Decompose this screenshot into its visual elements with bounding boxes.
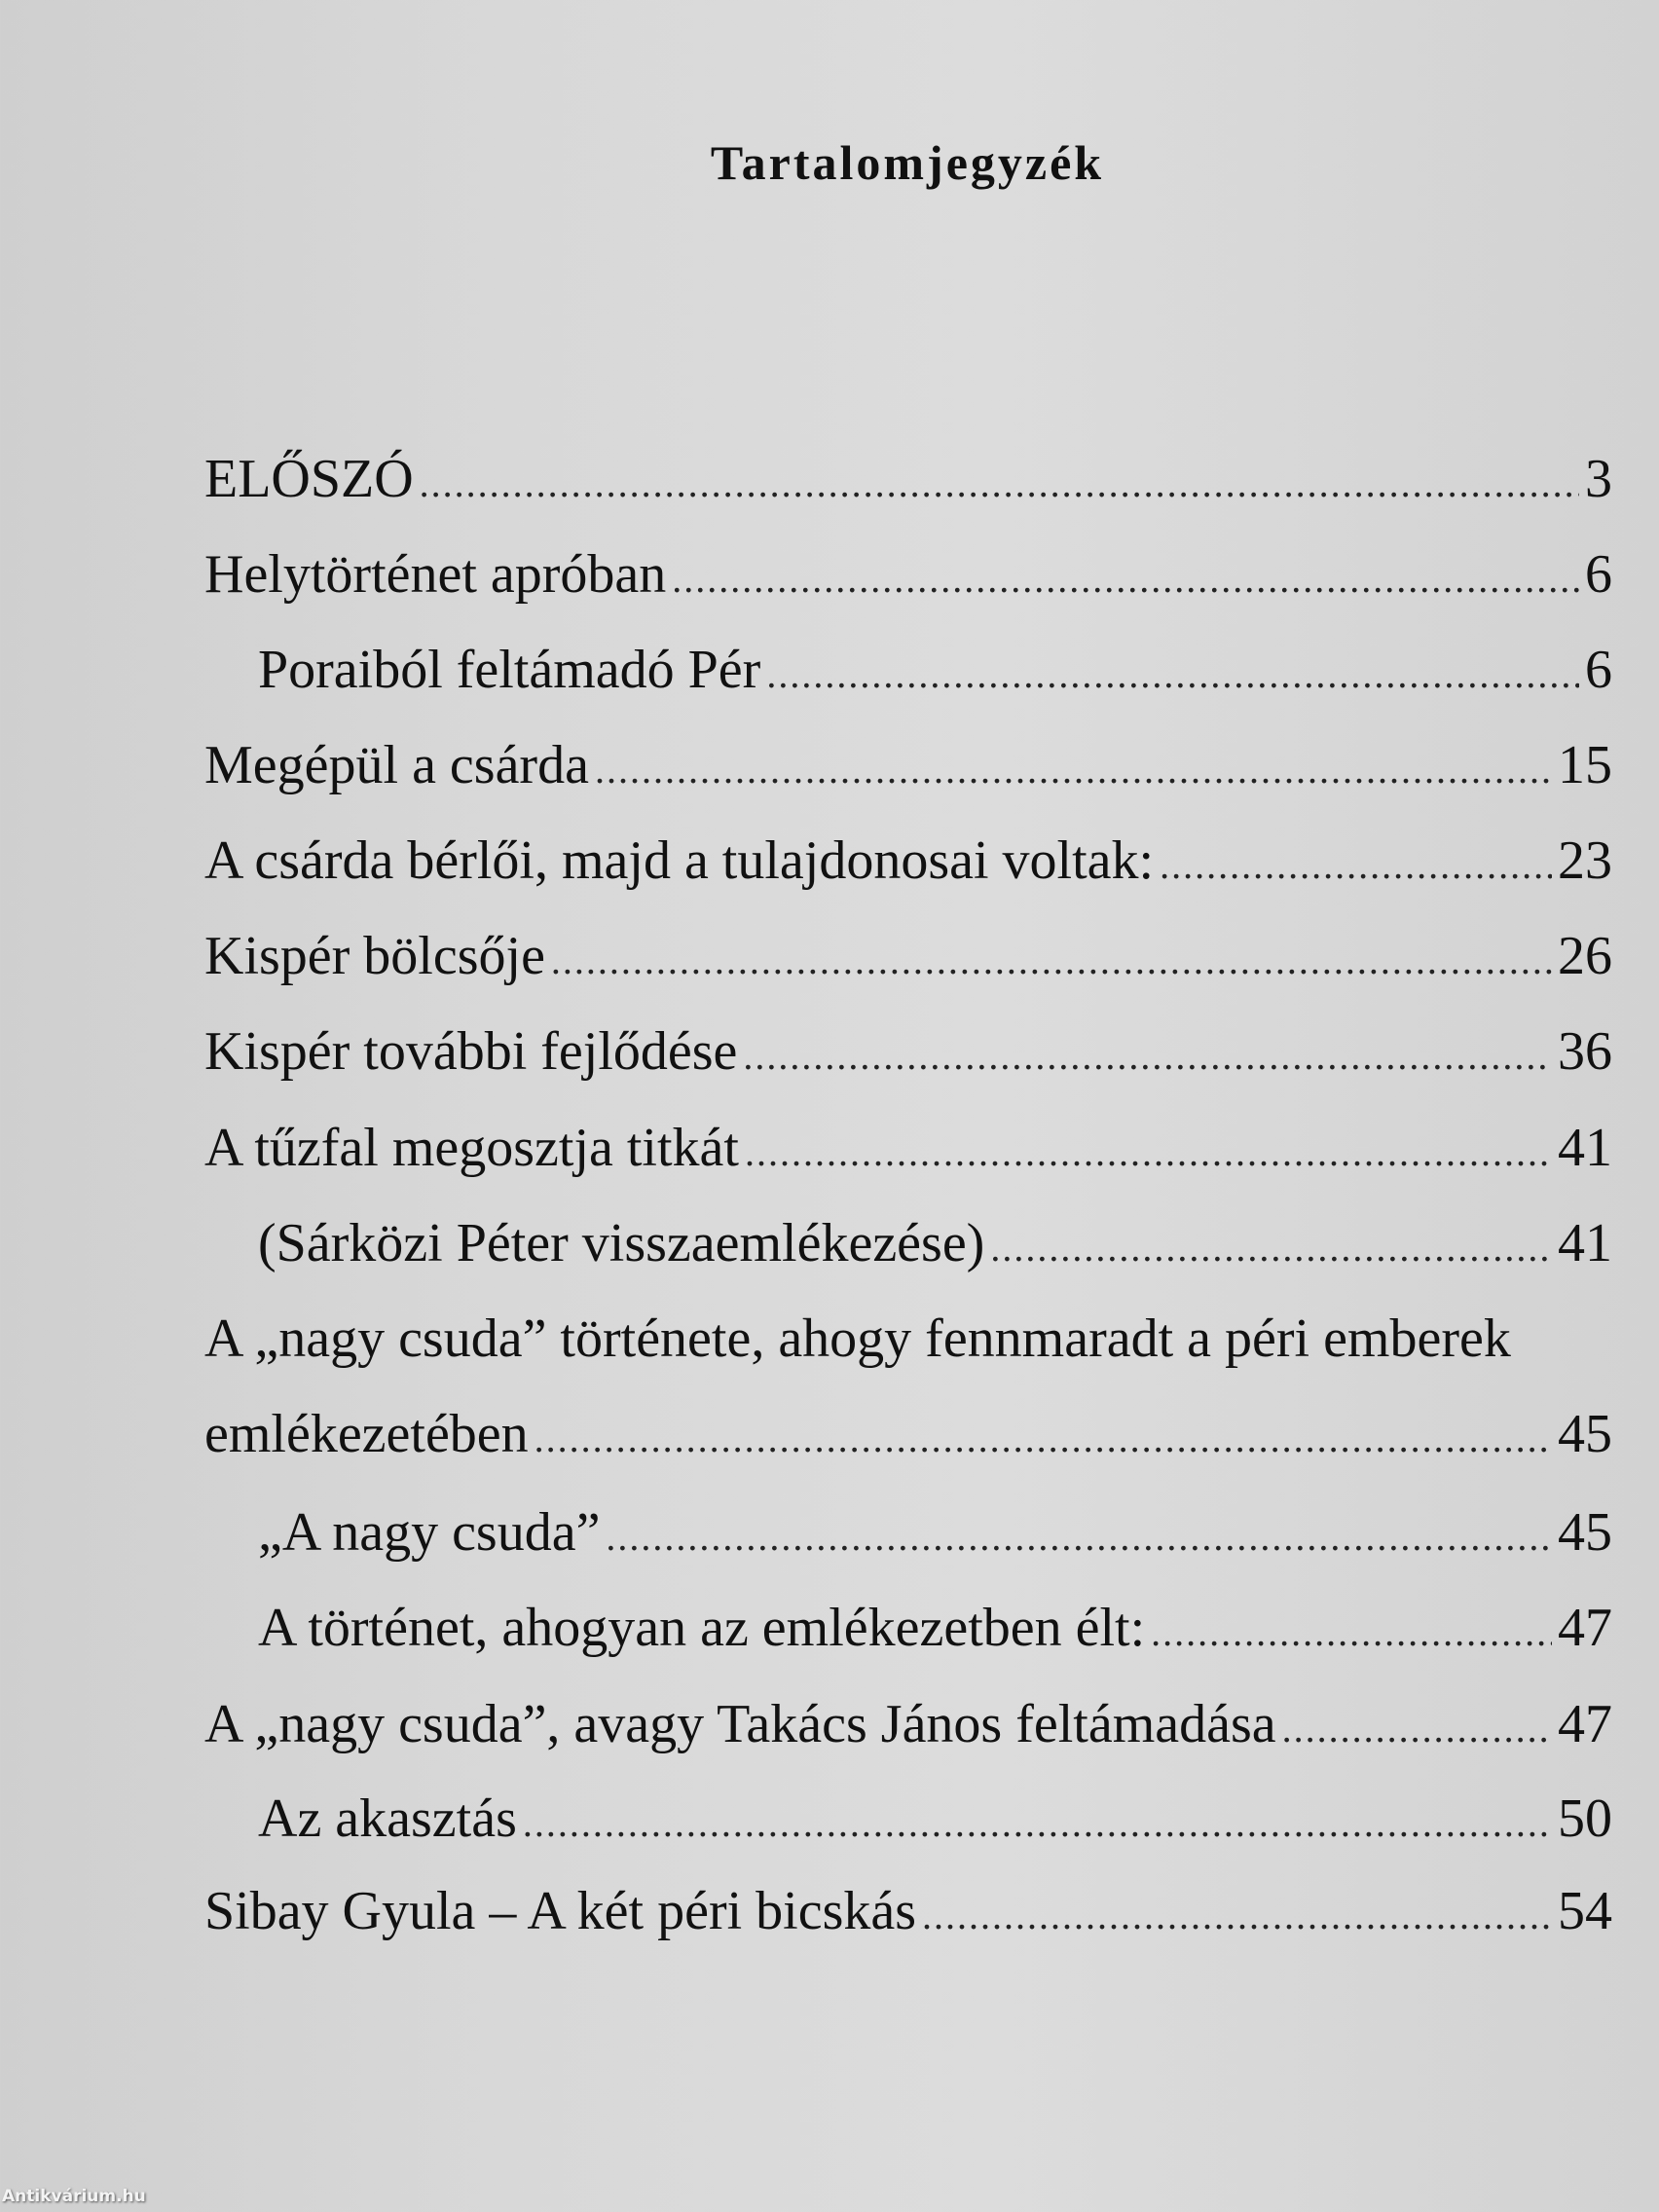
dot-leader [1282, 1706, 1552, 1751]
toc-entry [204, 1020, 1612, 1088]
dot-leader [743, 1033, 1552, 1079]
dot-leader [672, 556, 1579, 602]
toc-entry [258, 639, 1612, 707]
entry-label: Kispér további fejlődése [204, 1021, 738, 1082]
entry-page: 47 [1558, 1694, 1612, 1754]
dot-leader [523, 1800, 1552, 1846]
entry-label: Megépül a csárda [204, 735, 589, 795]
entry-page: 6 [1585, 544, 1612, 605]
toc-entry [204, 925, 1612, 993]
entry-label: A „nagy csuda”, avagy Takács János feltámadása [204, 1694, 1276, 1754]
entry-label: emlékezetében [204, 1404, 529, 1464]
entry-page: 45 [1558, 1404, 1612, 1464]
watermark: Antikvárium.hu [2, 2187, 146, 2206]
entry-label: Az akasztás [258, 1788, 517, 1849]
entry-page: 3 [1585, 449, 1612, 509]
entry-page: 6 [1585, 640, 1612, 700]
entry-label: A „nagy csuda” története, ahogy fennmaradt a péri emberek [204, 1309, 1511, 1369]
entry-label: Helytörténet apróban [204, 544, 667, 605]
toc-entry [204, 1693, 1612, 1761]
entry-label: Sibay Gyula – A két péri bicskás [204, 1881, 917, 1941]
dot-leader [922, 1893, 1552, 1938]
toc-entry [258, 1501, 1612, 1569]
toc-entry [204, 1117, 1612, 1185]
toc-entry [258, 1212, 1612, 1280]
dot-leader [595, 747, 1552, 793]
entry-label: A tűzfal megosztja titkát [204, 1118, 739, 1178]
entry-label: Poraiból feltámadó Pér [258, 640, 761, 700]
page-title: Tartalomjegyzék [710, 135, 1105, 190]
entry-label: A csárda bérlői, majd a tulajdonosai voltak: [204, 830, 1155, 891]
entry-label: „A nagy csuda” [258, 1502, 601, 1563]
toc-entry [204, 1308, 1612, 1376]
entry-page: 47 [1558, 1598, 1612, 1658]
dot-leader [420, 461, 1579, 506]
dot-leader [990, 1225, 1552, 1271]
entry-page: 36 [1558, 1021, 1612, 1082]
entry-page: 41 [1558, 1213, 1612, 1273]
dot-leader [551, 938, 1552, 983]
toc-entry [204, 448, 1612, 516]
dot-leader [745, 1129, 1552, 1175]
entry-page: 45 [1558, 1502, 1612, 1563]
toc-entry [204, 734, 1612, 802]
dot-leader [1151, 1609, 1552, 1655]
entry-page: 41 [1558, 1118, 1612, 1178]
entry-page: 50 [1558, 1788, 1612, 1849]
toc-entry [204, 830, 1612, 898]
toc-entry [204, 543, 1612, 611]
dot-leader [766, 651, 1579, 697]
toc-entry [204, 1880, 1612, 1948]
entry-label: ELŐSZÓ [204, 449, 414, 509]
entry-page: 15 [1558, 735, 1612, 795]
dot-leader [1160, 842, 1552, 888]
entry-label: Kispér bölcsője [204, 926, 545, 986]
entry-page: 26 [1558, 926, 1612, 986]
dot-leader [535, 1416, 1552, 1461]
toc-entry [258, 1788, 1612, 1856]
dot-leader [606, 1514, 1552, 1560]
toc-entry [258, 1597, 1612, 1665]
entry-page: 54 [1558, 1881, 1612, 1941]
entry-label: (Sárközi Péter visszaemlékezése) [258, 1213, 985, 1273]
toc-entry [204, 1403, 1612, 1471]
entry-label: A történet, ahogyan az emlékezetben élt: [258, 1598, 1146, 1658]
entry-page: 23 [1558, 830, 1612, 891]
